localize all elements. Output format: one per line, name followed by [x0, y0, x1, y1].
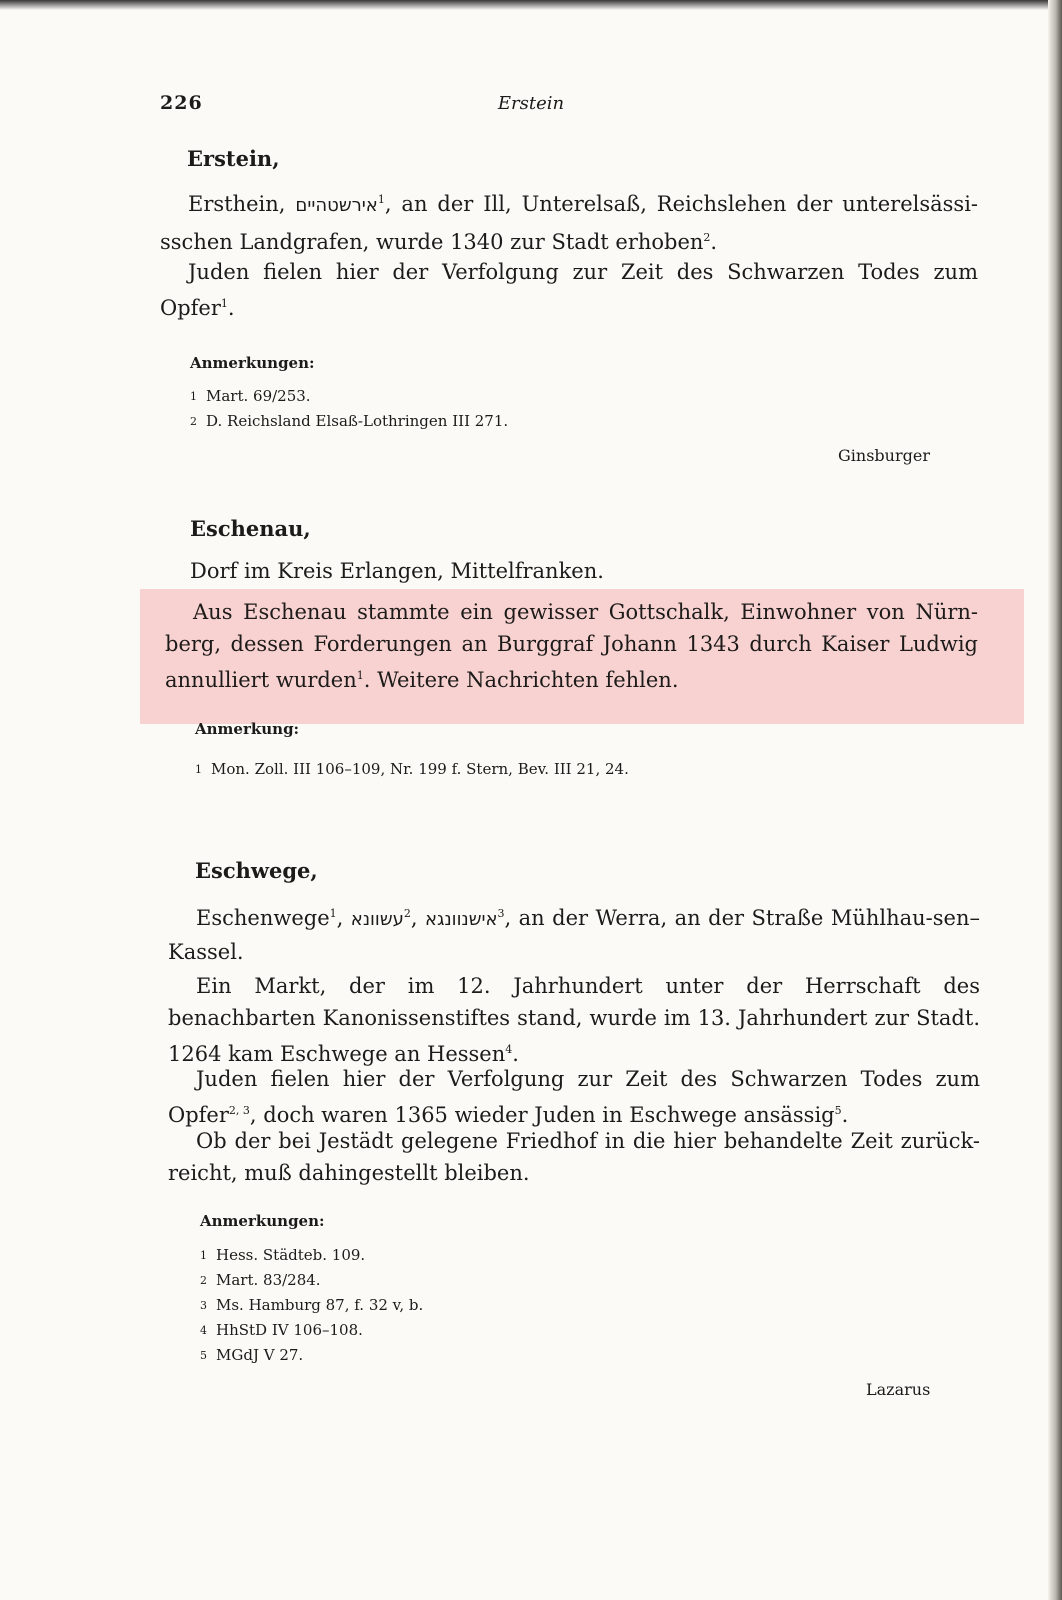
footnote-item: 5 MGdJ V 27.: [200, 1346, 304, 1364]
footnote-list: [195, 757, 629, 782]
entry-paragraph: Dorf im Kreis Erlangen, Mittelfranken.: [190, 559, 604, 583]
footnote-item: 1 Mart. 69/253.: [190, 387, 311, 405]
footnote-list: [190, 384, 508, 434]
author-signature: Ginsburger: [838, 446, 930, 465]
hebrew-name: אירשטהיים: [295, 195, 378, 216]
notes-heading: Anmerkungen:: [200, 1212, 325, 1230]
notes-heading: Anmerkungen:: [190, 354, 315, 372]
hebrew-name: אישנוונגא: [425, 909, 498, 930]
notes-heading: Anmerkung:: [195, 720, 300, 738]
footnote-item: 2 D. Reichsland Elsaß-Lothringen III 271.: [190, 412, 509, 430]
page-top-edge: [0, 0, 1062, 10]
author-signature: Lazarus: [866, 1380, 931, 1399]
entry-heading-eschenau: Eschenau,: [190, 516, 311, 541]
book-spine-edge: [1048, 0, 1062, 1600]
entry-heading-erstein: Erstein,: [187, 146, 280, 171]
footnote-item: 3 Ms. Hamburg 87, f. 32 v, b.: [200, 1296, 424, 1314]
entry-heading-eschwege: Eschwege,: [195, 858, 318, 883]
hebrew-name: עשוונא: [350, 909, 404, 930]
entry-paragraph: Ersthein, אירשטהיים$^1$, an der Ill, Unterelsaß, Reichslehen der unterelsässi-sschen Landgrafen, wurde 1340 zur Stadt erhoben$^2$.: [160, 192, 979, 254]
entry-paragraph: Ein Markt, der im 12. Jahrhundert unter der Herrschaft des benachbarten Kanonissenstiftes stand, wurde im 13. Jahrhundert zur Stadt. 1264 kam Eschwege an Hessen$^4$.: [168, 974, 980, 1066]
entry-paragraph: Eschenwege$^1$, עשוונא$^2$, אישנוונגא$^3$, an der Werra, an der Straße Mühlhau-sen–Kassel.: [168, 906, 980, 964]
page-number: 226: [160, 92, 203, 114]
footnote-item: 1 Hess. Städteb. 109.: [200, 1246, 366, 1264]
footnote-item: 2 Mart. 83/284.: [200, 1271, 321, 1289]
entry-paragraph-highlighted: Aus Eschenau stammte ein gewisser Gottschalk, Einwohner von Nürn-berg, dessen Forderungen an Burggraf Johann 1343 durch Kaiser Ludwig annulliert wurden$^1$. Weitere Nachrichten fehlen.: [165, 600, 978, 692]
footnote-item: 4 HhStD IV 106–108.: [200, 1321, 363, 1339]
entry-paragraph: Juden fielen hier der Verfolgung zur Zeit des Schwarzen Todes zum Opfer$^{2, 3}$, doch waren 1365 wieder Juden in Eschwege ansässig$^5$.: [168, 1067, 980, 1127]
entry-paragraph: Ob der bei Jestädt gelegene Friedhof in die hier behandelte Zeit zurück-reicht, muß dahingestellt bleiben.: [168, 1129, 980, 1185]
footnote-list: [200, 1243, 423, 1368]
footnote-item: 1 Mon. Zoll. III 106–109, Nr. 199 f. Stern, Bev. III 21, 24.: [195, 760, 629, 778]
entry-paragraph: Juden fielen hier der Verfolgung zur Zeit des Schwarzen Todes zum Opfer$^1$.: [160, 260, 978, 320]
running-title: Erstein: [497, 93, 565, 114]
